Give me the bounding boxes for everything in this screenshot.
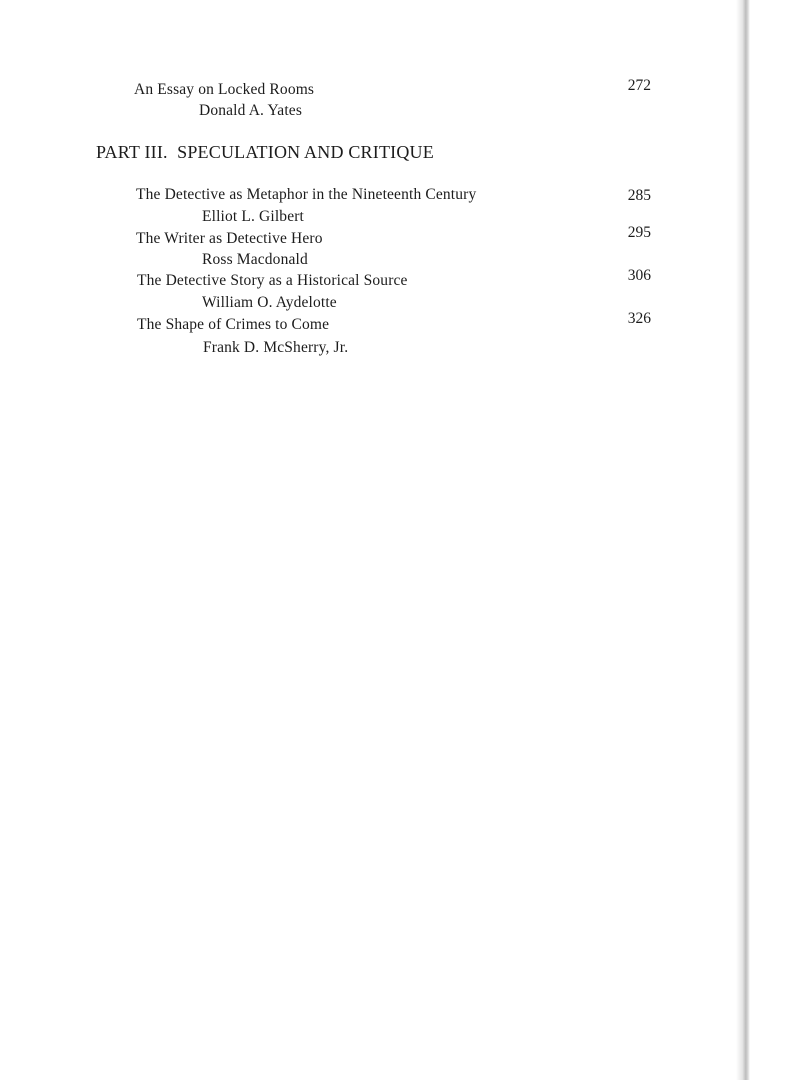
toc-entry-page-number: 306 (627, 267, 651, 284)
part-heading: PART III. SPECULATION AND CRITIQUE (96, 142, 434, 162)
toc-entry-author: William O. Aydelotte (202, 294, 337, 311)
toc-entry-page-number: 272 (627, 77, 651, 94)
toc-entry-title: The Detective Story as a Historical Source (137, 272, 408, 289)
toc-entry-author: Frank D. McSherry, Jr. (203, 339, 349, 356)
toc-entry-author: Elliot L. Gilbert (202, 208, 304, 225)
toc-entry-title: The Shape of Crimes to Come (137, 316, 330, 333)
toc-entry-page-number: 285 (627, 187, 651, 204)
toc-entry-title: An Essay on Locked Rooms (134, 81, 315, 98)
toc-entry-title: The Detective as Metaphor in the Nineteenth Century (136, 186, 477, 203)
scan-edge-shadow (736, 0, 750, 1080)
toc-entry-page-number: 326 (627, 310, 651, 327)
toc-entry-author: Donald A. Yates (199, 102, 303, 119)
toc-entry-author: Ross Macdonald (202, 251, 308, 268)
toc-entry-page-number: 295 (627, 224, 651, 241)
toc-entry-title: The Writer as Detective Hero (136, 230, 323, 247)
